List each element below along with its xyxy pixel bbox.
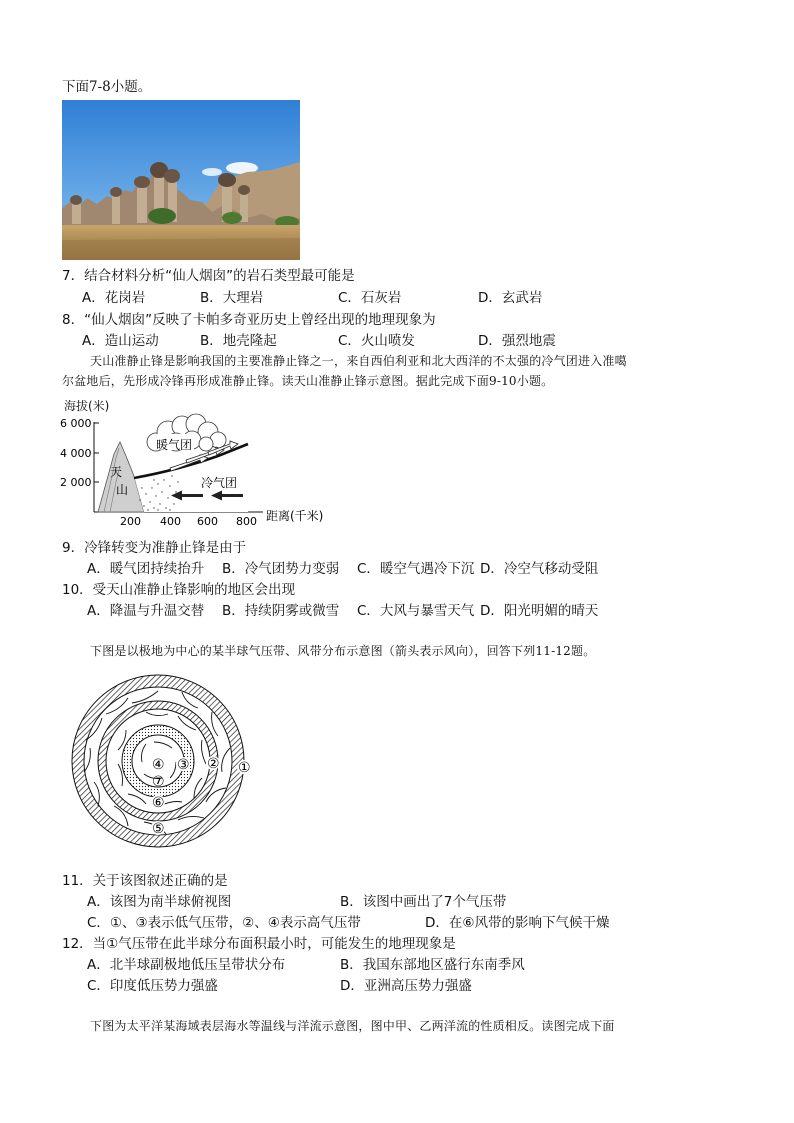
question-12-stem: 12．当①气压带在此半球分布面积最小时，可能发生的地理现象是: [62, 936, 456, 952]
xtick-800: 800: [236, 515, 257, 528]
intro-9-10-line1: 天山准静止锋是影响我国的主要准静止锋之一，来自西伯利亚和北大西洋的不太强的冷气团进入准噶: [90, 354, 627, 368]
q11-option-d: D．在⑥风带的影响下气候干燥: [425, 915, 610, 931]
label-2: ②: [207, 756, 220, 772]
q10-option-a: A．降温与升温交替: [87, 603, 205, 619]
fairy-chimney-photo: [62, 100, 300, 260]
ytick-4000: 4 000: [60, 447, 92, 460]
q12-option-c: C．印度低压势力强盛: [87, 978, 218, 994]
front-xlabel: 距离(千米): [266, 509, 324, 523]
xtick-200: 200: [120, 515, 141, 528]
q10-option-b: B．持续阴雾或微雪: [222, 603, 340, 619]
q12-option-a: A．北半球副极地低压呈带状分布: [87, 957, 286, 973]
q10-option-c: C．大风与暴雪天气: [357, 603, 475, 619]
intro-9-10-line2: 尔盆地后，先形成冷锋再形成准静止锋。读天山准静止锋示意图。据此完成下面9-10小题。: [62, 374, 554, 388]
label-5: ⑤: [152, 821, 165, 837]
q7-option-d: D．玄武岩: [478, 290, 543, 306]
label-7: ⑦: [152, 774, 165, 790]
xtick-400: 400: [160, 515, 181, 528]
intro-next: 下图为太平洋某海域表层海水等温线与洋流示意图，图中甲、乙两洋流的性质相反。读图完成下面: [90, 1019, 615, 1033]
q9-option-a: A．暖气团持续抬升: [87, 561, 205, 577]
q9-option-d: D．冷空气移动受阻: [480, 561, 599, 577]
q8-option-c: C．火山喷发: [338, 333, 415, 349]
label-3: ③: [177, 757, 190, 773]
question-10-stem: 10．受天山准静止锋影响的地区会出现: [62, 582, 296, 598]
q12-option-d: D．亚洲高压势力强盛: [340, 978, 472, 994]
label-1: ①: [238, 760, 251, 776]
q7-option-c: C．石灰岩: [338, 290, 402, 306]
pressure-belt-diagram: [66, 674, 262, 848]
front-diagram: [58, 396, 338, 531]
q7-option-b: B．大理岩: [200, 290, 264, 306]
label-4: ④: [152, 757, 165, 773]
intro-11-12: 下图是以极地为中心的某半球气压带、风带分布示意图（箭头表示风向），回答下列11-12题。: [90, 644, 596, 658]
xtick-600: 600: [197, 515, 218, 528]
q9-option-c: C．暖空气遇冷下沉: [357, 561, 475, 577]
question-11-stem: 11．关于该图叙述正确的是: [62, 873, 228, 889]
front-ylabel: 海拔(米): [64, 399, 110, 413]
q8-option-a: A．造山运动: [82, 333, 159, 349]
q11-option-c: C．①、③表示低气压带，②、④表示高气压带: [87, 915, 361, 931]
question-7-stem: 7．结合材料分析“仙人烟囱”的岩石类型最可能是: [62, 268, 355, 284]
ytick-6000: 6 000: [60, 417, 92, 430]
lead-text: 下面7-8小题。: [62, 79, 152, 95]
q9-option-b: B．冷气团势力变弱: [222, 561, 340, 577]
label-6: ⑥: [152, 795, 165, 811]
cold-air-label: 冷气团: [201, 476, 238, 490]
q11-option-b: B．该图中画出了7个气压带: [340, 894, 507, 910]
question-8-stem: 8．“仙人烟囱”反映了卡帕多奇亚历史上曾经出现的地理现象为: [62, 312, 436, 328]
mountain-label-tian: 天: [110, 465, 123, 479]
q8-option-d: D．强烈地震: [478, 333, 556, 349]
mountain-label-shan: 山: [116, 483, 129, 497]
warm-air-label: 暖气团: [156, 438, 193, 452]
q10-option-d: D．阳光明媚的晴天: [480, 603, 599, 619]
ytick-2000: 2 000: [60, 476, 92, 489]
q8-option-b: B．地壳隆起: [200, 333, 277, 349]
question-9-stem: 9．冷锋转变为准静止锋是由于: [62, 540, 247, 556]
q11-option-a: A．该图为南半球俯视图: [87, 894, 232, 910]
q7-option-a: A．花岗岩: [82, 290, 146, 306]
q12-option-b: B．我国东部地区盛行东南季风: [340, 957, 525, 973]
